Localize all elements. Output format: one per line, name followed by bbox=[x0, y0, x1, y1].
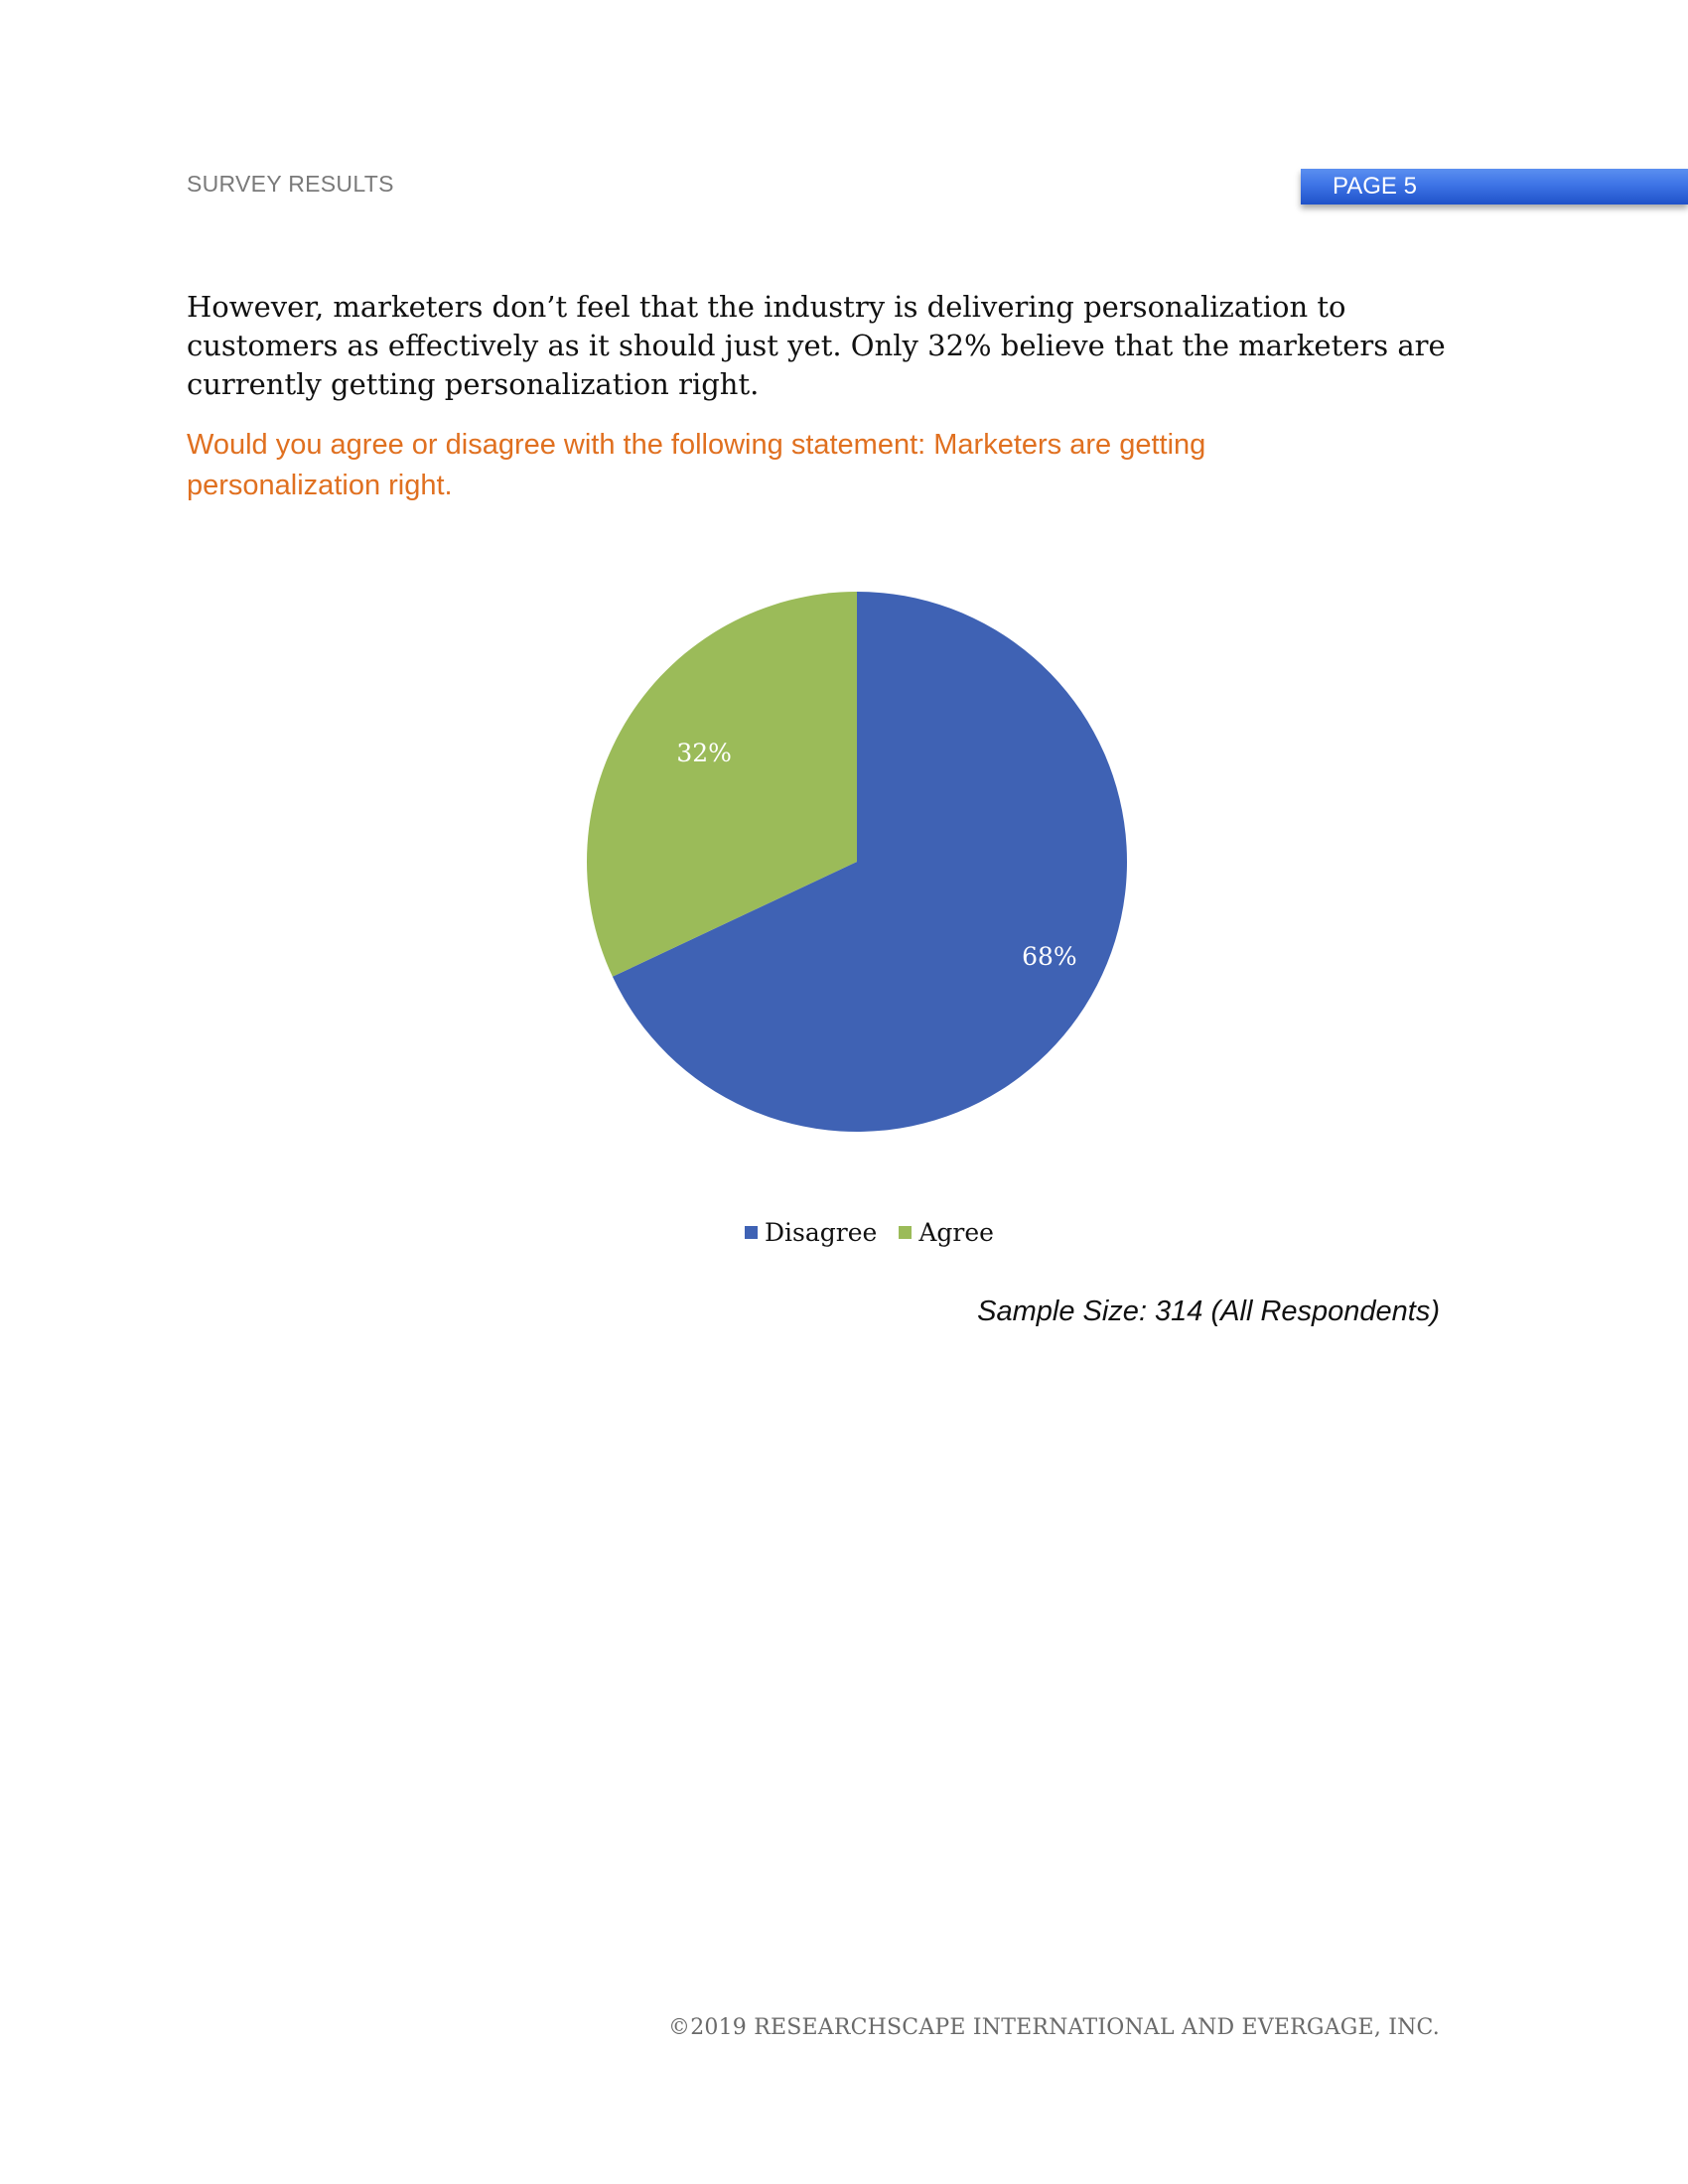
chart-legend bbox=[745, 1218, 1016, 1247]
legend-label-disagree: Disagree bbox=[765, 1218, 878, 1247]
pie-slices bbox=[587, 592, 1127, 1132]
page-number-tab bbox=[1301, 169, 1688, 205]
legend-item-disagree bbox=[745, 1218, 877, 1247]
copyright-footer: ©2019 RESEARCHSCAPE INTERNATIONAL AND EVERGAGE, INC. bbox=[668, 2015, 1440, 2040]
intro-paragraph: However, marketers don’t feel that the industry is delivering personalization to customers as effectively as it should just yet. Only 32% believe that the marketers are currently getting personalization right. bbox=[187, 290, 1446, 401]
sample-size-note: Sample Size: 314 (All Respondents) bbox=[977, 1296, 1440, 1327]
pie-label-agree: 32% bbox=[676, 738, 732, 767]
pie-label-disagree: 68% bbox=[1022, 942, 1077, 972]
legend-label-agree: Agree bbox=[918, 1218, 994, 1247]
pie-chart bbox=[556, 566, 1172, 1261]
section-title: SURVEY RESULTS bbox=[187, 171, 394, 197]
survey-question: Would you agree or disagree with the following statement: Marketers are getting personalization right. bbox=[187, 429, 1206, 501]
page-number-label: PAGE 5 bbox=[1333, 173, 1417, 200]
legend-swatch-agree bbox=[899, 1226, 912, 1239]
legend-item-agree bbox=[899, 1218, 994, 1247]
legend-swatch-disagree bbox=[745, 1226, 758, 1239]
